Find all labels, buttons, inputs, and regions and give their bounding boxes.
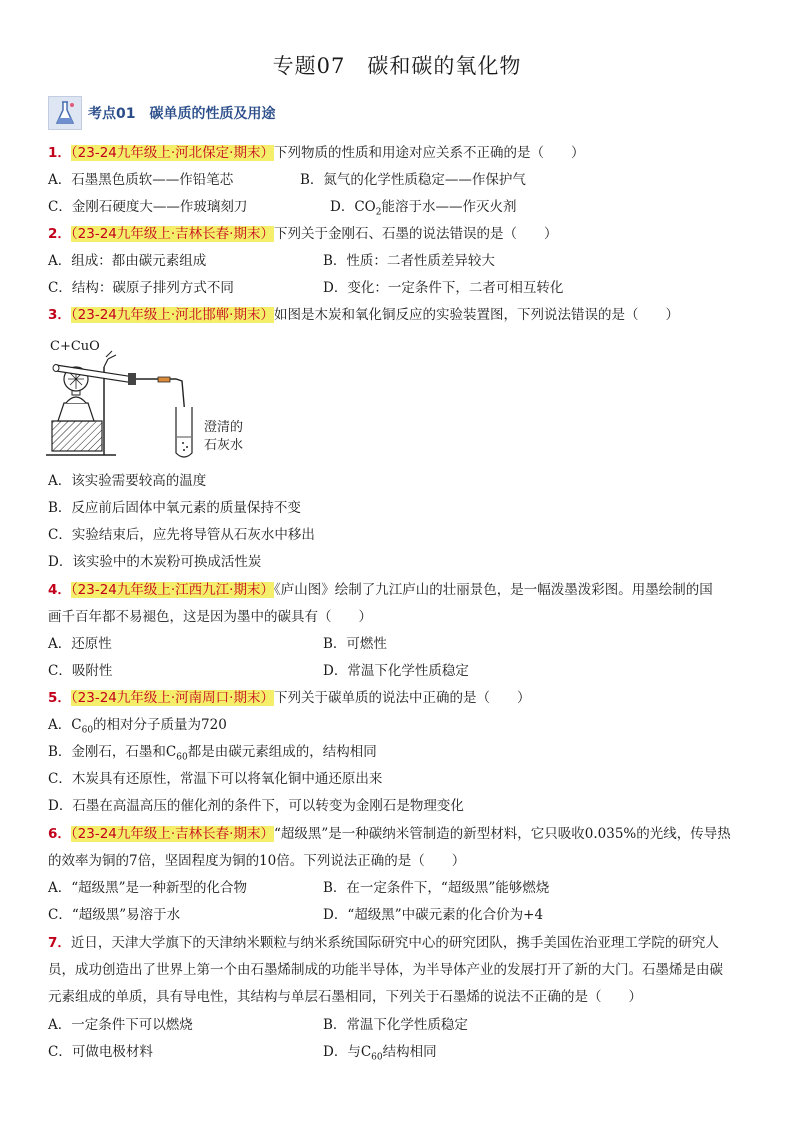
question-source: （23-24九年级上·河北保定·期末） — [70, 145, 274, 161]
flask-icon — [48, 96, 82, 130]
option-d: D．变化：一定条件下，二者可相互转化 — [323, 280, 564, 296]
option-d: D．与$C_{60}$结构相同 — [323, 1044, 437, 1063]
question-number: 6． — [48, 826, 71, 842]
question-source: （23-24九年级上·吉林长春·期末） — [70, 226, 274, 242]
option-d: D．$CO_2$能溶于水——作灭火剂 — [330, 199, 517, 218]
question-7-stem-cont: 员，成功创造出了世界上第一个由石墨烯制成的功能半导体，为半导体产业的发展打开了新的大门。石墨烯是由碳 — [48, 962, 723, 978]
option-a: A．还原性 — [48, 636, 112, 652]
figure-label-limewater-2: 石灰水 — [204, 438, 244, 453]
question-source: （23-24九年级上·河北邯郸·期末） — [70, 307, 274, 323]
question-source: （23-24九年级上·河南周口·期末） — [70, 690, 274, 706]
question-5-stem: 5．（23-24九年级上·河南周口·期末）下列关于碳单质的说法中正确的是（ ） — [48, 690, 531, 706]
question-number: 5． — [48, 690, 71, 706]
option-c: C．吸附性 — [48, 663, 113, 679]
question-4-stem-cont: 画千百年都不易褪色，这是因为墨中的碳具有（ ） — [48, 609, 372, 625]
question-source: （23-24九年级上·吉林长春·期末） — [70, 826, 274, 842]
option-d: D．“超级黑”中碳元素的化合价为+4 — [323, 907, 544, 923]
question-1-stem: 1．（23-24九年级上·河北保定·期末）下列物质的性质和用途对应关系不正确的是（ ） — [48, 145, 585, 161]
option-c: C．“超级黑”易溶于水 — [48, 907, 181, 923]
option-b: B．反应前后固体中氧元素的质量保持不变 — [48, 500, 301, 516]
option-d: D．常温下化学性质稳定 — [323, 663, 469, 679]
experiment-figure — [46, 337, 266, 462]
option-b: B．性质：二者性质差异较大 — [323, 253, 495, 269]
question-number: 2． — [48, 226, 71, 242]
option-b: B．常温下化学性质稳定 — [323, 1017, 468, 1033]
question-number: 7． — [48, 935, 71, 951]
option-c: C．可做电极材料 — [48, 1044, 153, 1060]
option-b: B．氮气的化学性质稳定——作保护气 — [300, 172, 526, 188]
option-c: C．实验结束后，应先将导管从石灰水中移出 — [48, 527, 315, 543]
option-a: A．$C_{60}$的相对分子质量为720 — [48, 717, 227, 736]
question-number: 4． — [48, 582, 71, 598]
section-label: 考点01 碳单质的性质及用途 — [88, 106, 276, 122]
option-a: A．一定条件下可以燃烧 — [48, 1017, 193, 1033]
question-number: 1． — [48, 145, 71, 161]
option-b: B．在一定条件下，“超级黑”能够燃烧 — [323, 880, 550, 896]
option-b: B．可燃性 — [323, 636, 387, 652]
option-c: C．木炭具有还原性，常温下可以将氧化铜中通还原出来 — [48, 771, 383, 787]
option-c: C．结构：碳原子排列方式不同 — [48, 280, 234, 296]
option-d: D．该实验中的木炭粉可换成活性炭 — [48, 554, 262, 570]
question-4-stem: 4．（23-24九年级上·江西九江·期末）《庐山图》绘制了九江庐山的壮丽景色，是一幅泼墨泼彩图。用墨绘制的国 — [48, 582, 713, 598]
section-header — [48, 95, 275, 131]
option-c: C．金刚石硬度大——作玻璃刻刀 — [48, 199, 248, 215]
question-6-stem-cont: 的效率为铜的7倍，坚固程度为铜的10倍。下列说法正确的是（ ） — [48, 853, 466, 869]
question-6-stem: 6．（23-24九年级上·吉林长春·期末）“超级黑”是一种碳纳米管制造的新型材料，它只吸收0.035%的光线，传导热 — [48, 826, 731, 842]
option-a: A．该实验需要较高的温度 — [48, 473, 207, 489]
option-b: B．金刚石，石墨和$C_{60}$都是由碳元素组成的，结构相同 — [48, 744, 377, 763]
question-source: （23-24九年级上·江西九江·期末） — [70, 582, 274, 598]
question-7-stem-cont-2: 元素组成的单质，具有导电性，其结构与单层石墨相同，下列关于石墨烯的说法不正确的是（ ） — [48, 989, 642, 1005]
question-2-stem: 2．（23-24九年级上·吉林长春·期末）下列关于金刚石、石墨的说法错误的是（ ） — [48, 226, 558, 242]
figure-label-limewater: 澄清的 — [204, 420, 244, 435]
question-7-stem: 7．近日，天津大学旗下的天津纳米颗粒与纳米系统国际研究中心的研究团队，携手美国佐治亚理工学院的研究人 — [48, 935, 719, 951]
option-a: A．组成：都由碳元素组成 — [48, 253, 207, 269]
question-3-stem: 3．（23-24九年级上·河北邯郸·期末）如图是木炭和氧化铜反应的实验装置图，下列说法错误的是（ ） — [48, 307, 679, 323]
option-d: D．石墨在高温高压的催化剂的条件下，可以转变为金刚石是物理变化 — [48, 798, 464, 814]
page-title: 专题07 碳和碳的氧化物 — [272, 54, 522, 78]
question-number: 3． — [48, 307, 71, 323]
option-a: A．石墨黑色质软——作铅笔芯 — [48, 172, 234, 188]
figure-label-reactants: C+CuO — [50, 339, 100, 354]
option-a: A．“超级黑”是一种新型的化合物 — [48, 880, 248, 896]
